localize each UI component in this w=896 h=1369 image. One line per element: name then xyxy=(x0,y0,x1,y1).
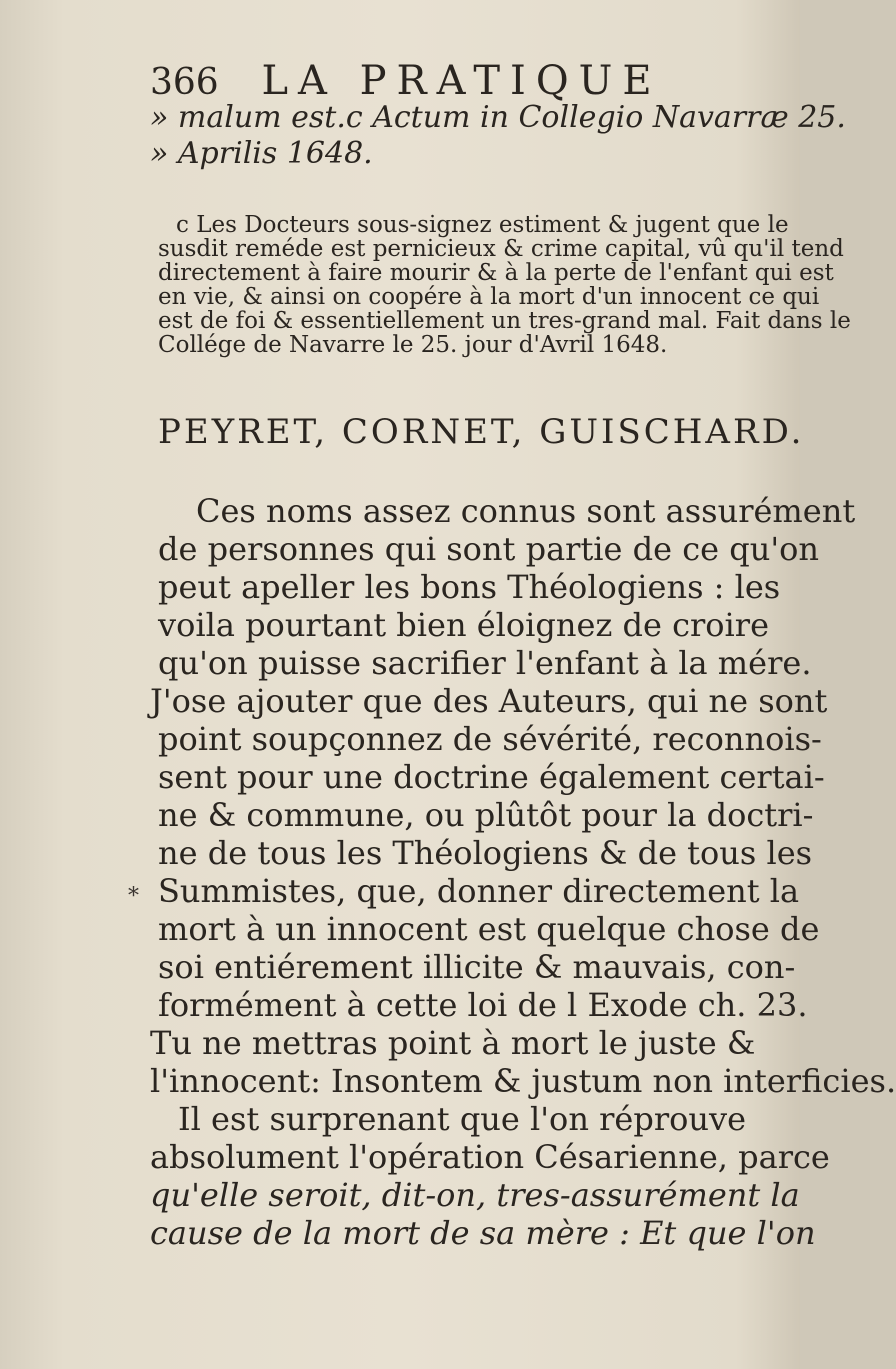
signatory-names: PEYRET, CORNET, GUISCHARD. xyxy=(158,412,805,452)
body-line: sent pour une doctrine également certai- xyxy=(158,758,825,796)
running-title: LA PRATIQUE xyxy=(261,58,662,104)
body-line: qu'on puisse sacrifier l'enfant à la mére. xyxy=(158,644,812,682)
body-line: Tu ne mettras point à mort le juste & xyxy=(150,1024,756,1062)
body-line: formément à cette loi de l Exode ch. 23. xyxy=(158,986,808,1024)
body-line: voila pourtant bien éloignez de croire xyxy=(158,606,770,644)
footnote-line: est de foi & essentiellement un tres-grand mal. Fait dans le xyxy=(158,308,851,334)
page-number: 366 xyxy=(150,62,219,103)
body-line: Ces noms assez connus sont assurément xyxy=(196,492,856,530)
quote-line: » malum est.c Actum in Collegio Navarræ 25. xyxy=(150,100,846,135)
footnote-line: directement à faire mourir & à la perte de l'enfant qui est xyxy=(158,260,834,286)
footnote-line: c Les Docteurs sous-signez estiment & jugent que le xyxy=(176,212,789,238)
footnote-line: susdit reméde est pernicieux & crime capital, vû qu'il tend xyxy=(158,236,844,262)
body-line: cause de la mort de sa mère : Et que l'on xyxy=(150,1214,816,1252)
footnote-line: en vie, & ainsi on coopére à la mort d'un innocent ce qui xyxy=(158,284,820,310)
quote-line: » Aprilis 1648. xyxy=(150,136,373,171)
body-line: l'innocent: Insontem & justum non interficies. xyxy=(150,1062,896,1100)
body-line: qu'elle seroit, dit-on, tres-assurément la xyxy=(150,1176,800,1214)
running-header xyxy=(150,58,662,104)
body-line: Summistes, que, donner directement la xyxy=(158,872,800,910)
body-line: soi entiérement illicite & mauvais, con- xyxy=(158,948,796,986)
body-line: mort à un innocent est quelque chose de xyxy=(158,910,820,948)
body-line: peut apeller les bons Théologiens : les xyxy=(158,568,781,606)
body-line: point soupçonnez de sévérité, reconnois- xyxy=(158,720,822,758)
body-line: ne de tous les Théologiens & de tous les xyxy=(158,834,813,872)
margin-mark: * xyxy=(128,884,139,909)
body-line: absolument l'opération Césarienne, parce xyxy=(150,1138,830,1176)
footnote-line: Collége de Navarre le 25. jour d'Avril 1648. xyxy=(158,332,668,358)
body-line: de personnes qui sont partie de ce qu'on xyxy=(158,530,820,568)
body-line: J'ose ajouter que des Auteurs, qui ne sont xyxy=(150,682,828,720)
body-line: ne & commune, ou plûtôt pour la doctri- xyxy=(158,796,814,834)
body-line: Il est surprenant que l'on réprouve xyxy=(178,1100,746,1138)
